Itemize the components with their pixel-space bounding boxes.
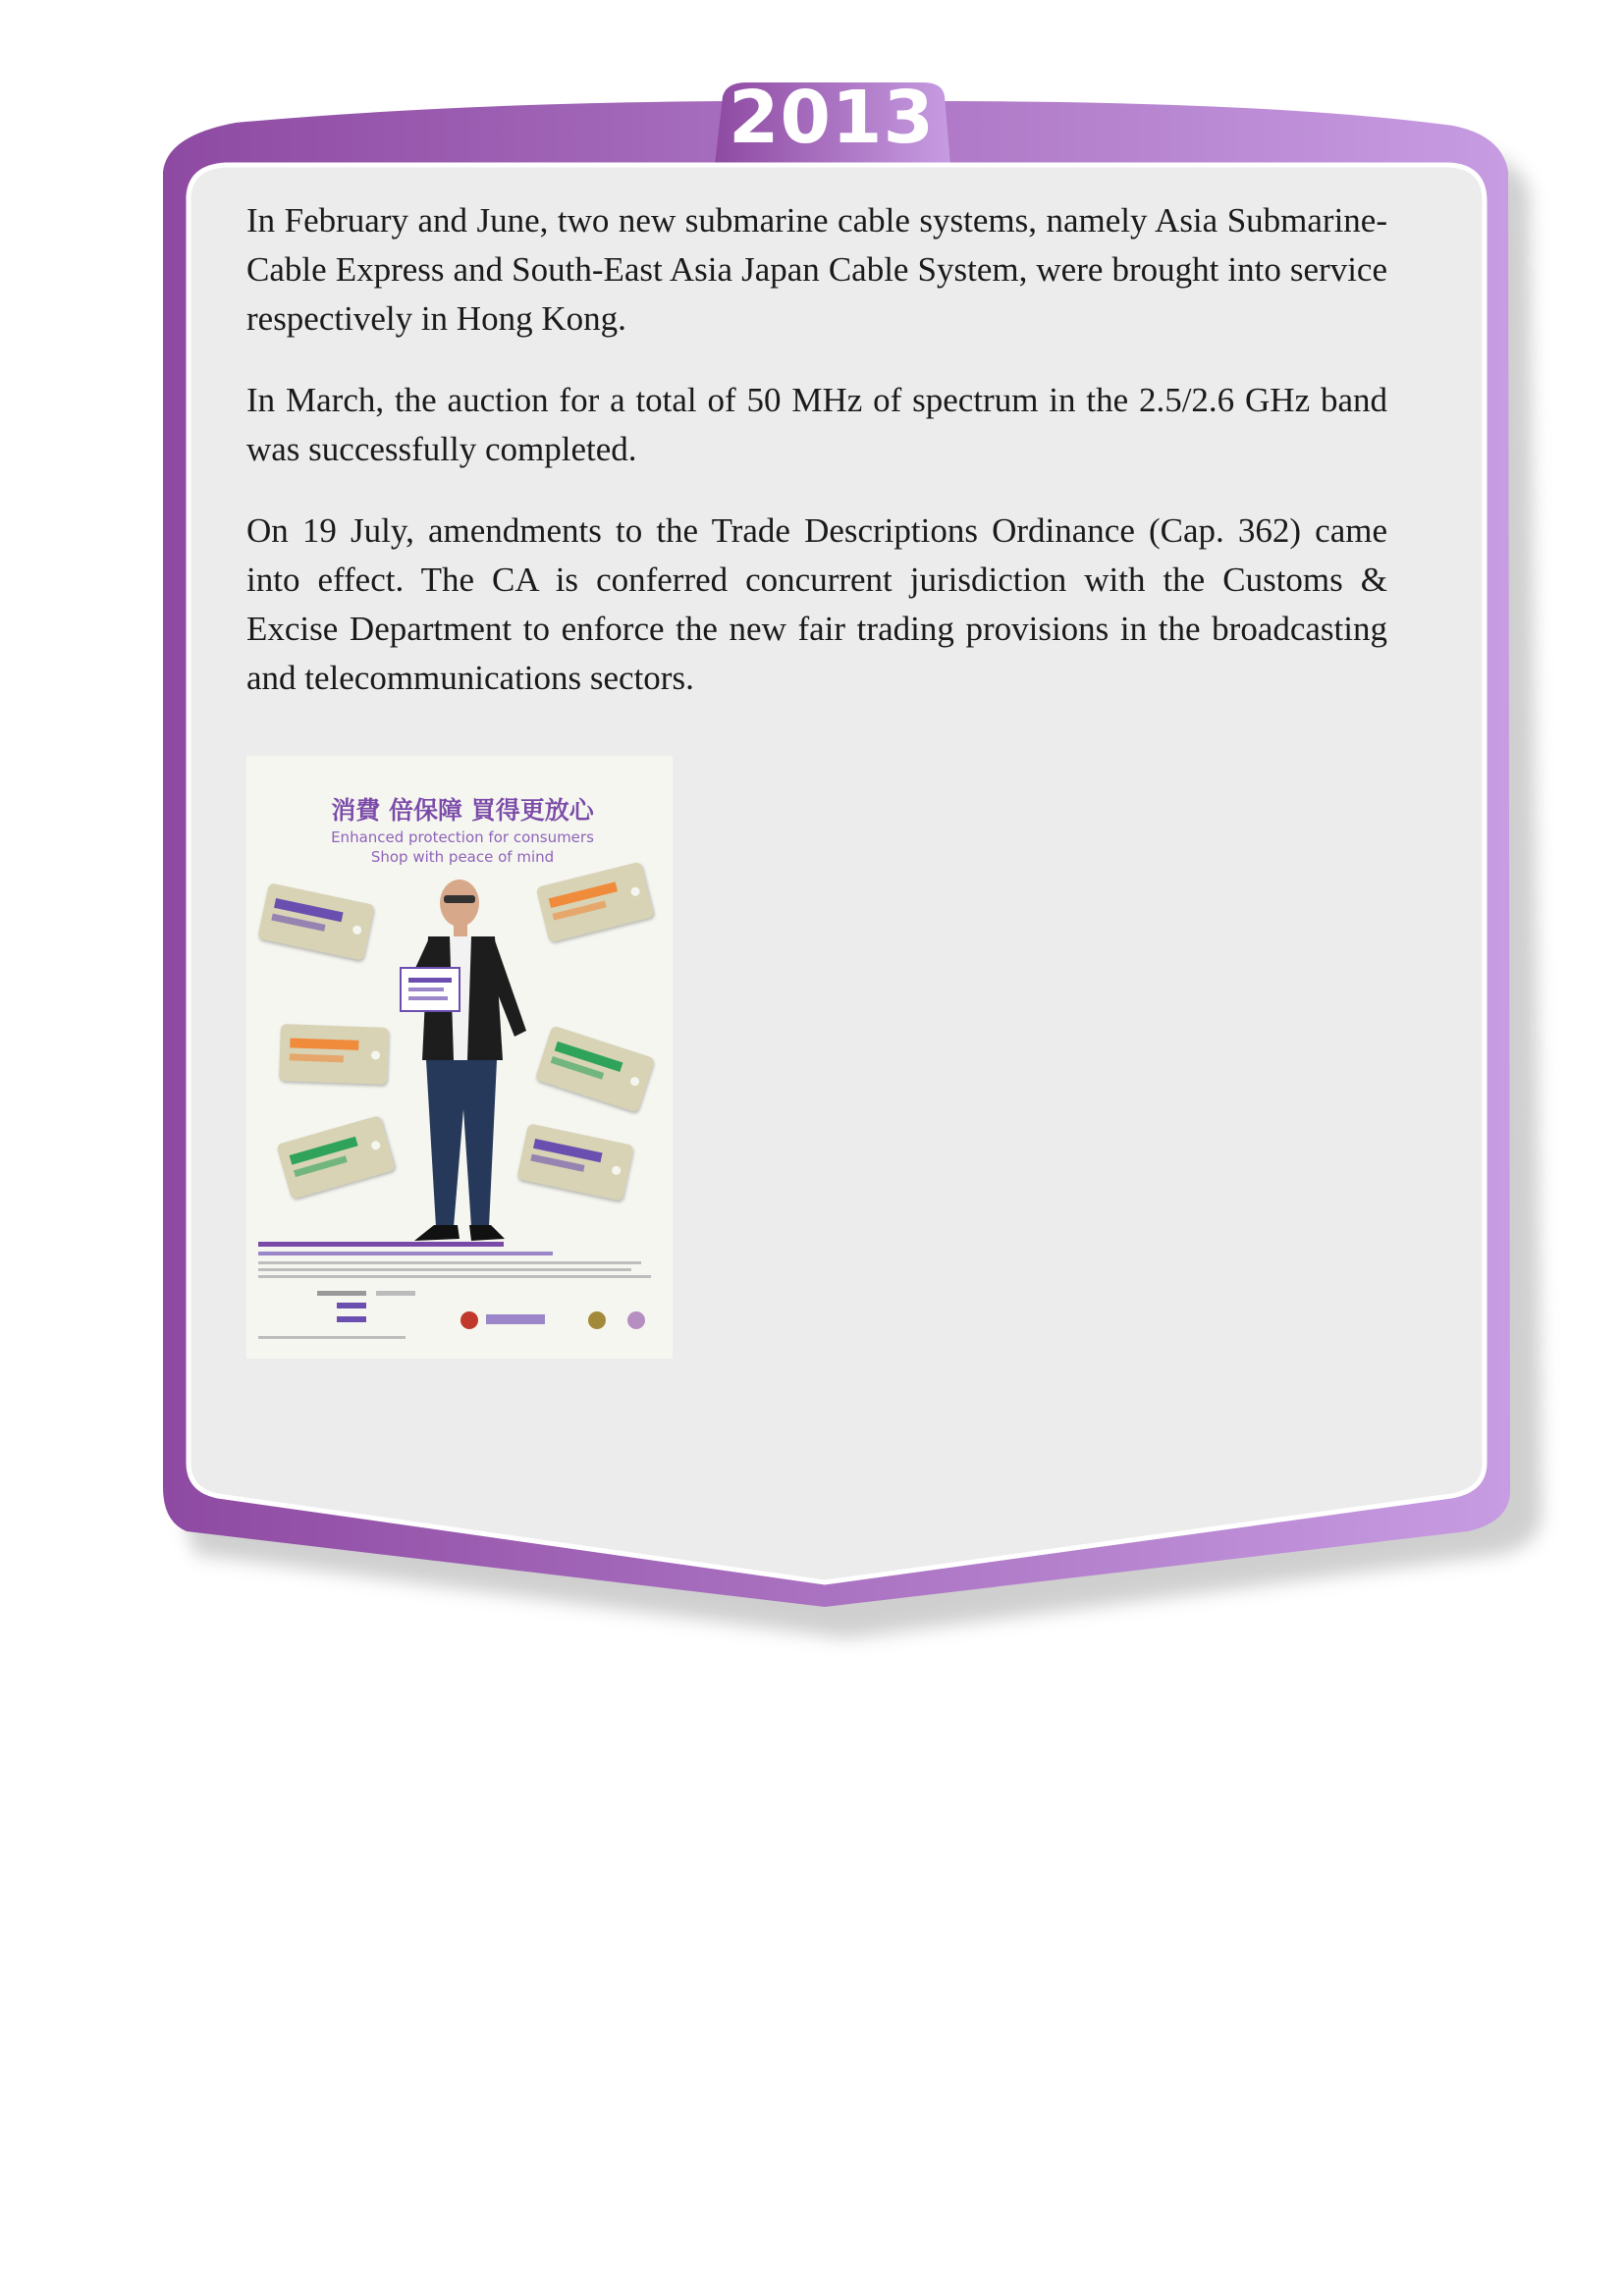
spokesperson-illustration [379,874,546,1256]
paragraph-trade-descriptions: On 19 July, amendments to the Trade Descriptions Ordinance (Cap. 362) came into effect. The CA is conferred concurrent jurisdiction with the Customs & Excise Department to enforce the new fair trading provisions in the broadcasting and telecommunications sectors. [246,511,1387,697]
paragraph-spectrum-auction: In March, the auction for a total of 50 MHz of spectrum in the 2.5/2.6 GHz band was successfully completed. [246,381,1387,468]
price-tag-right-middle [535,1025,656,1112]
poster-subtitle-line2: Shop with peace of mind [370,848,555,866]
year-heading: 2013 [729,76,935,160]
poster-footer-graphics [258,1242,661,1350]
consumer-protection-poster [246,756,673,1359]
price-tag-right-top [536,862,655,943]
price-tag-left-middle [279,1024,389,1085]
price-tag-left-top [257,882,375,961]
paragraph-submarine-cables: In February and June, two new submarine cable systems, namely Asia Submarine-Cable Express and South-East Asia Japan Cable System, were brought into service respectively in Hong Kong. [246,201,1387,338]
poster-subtitle-line1: Enhanced protection for consumers [331,828,594,846]
body-text [246,196,1387,735]
poster-title: 消費 倍保障 買得更放心 [331,796,594,825]
price-tag-left-bottom [276,1115,396,1200]
